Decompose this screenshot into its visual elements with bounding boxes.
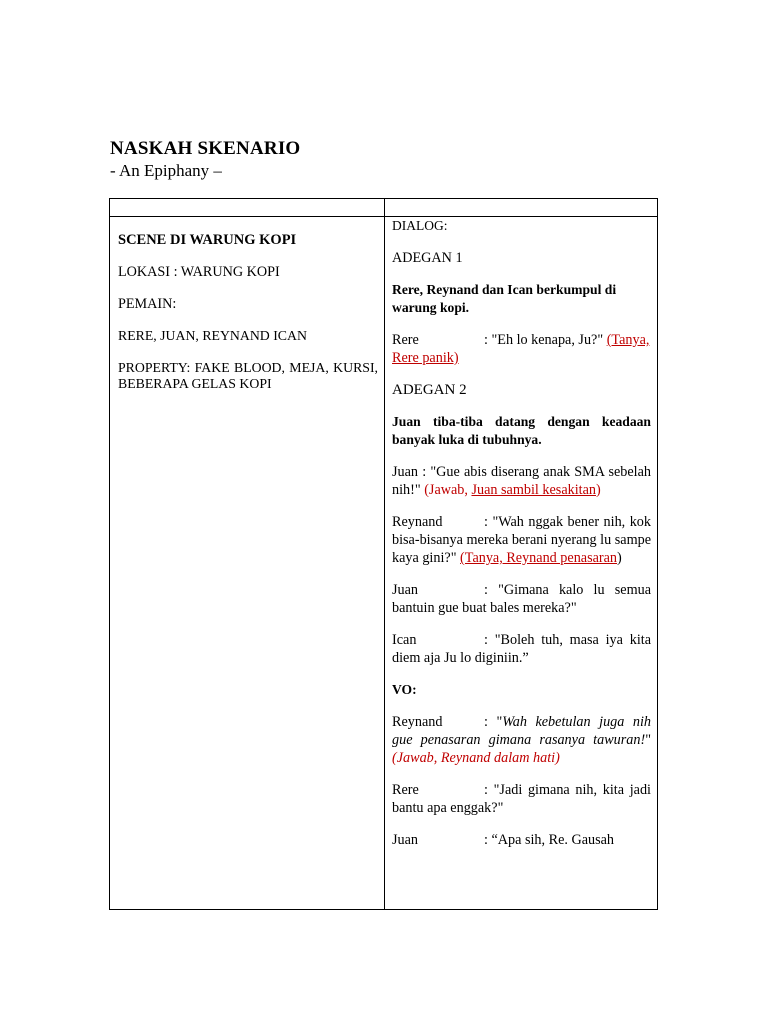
speaker-name: Juan: [392, 832, 419, 848]
dialog-line-rere-2: [392, 781, 651, 817]
dialog-line-ican-1: [392, 631, 651, 667]
speaker-name: Reynand: [392, 514, 443, 530]
location-text: LOKASI : WARUNG KOPI: [118, 264, 280, 280]
document-title: NASKAH SKENARIO: [110, 138, 301, 159]
dialog-text: Wah kebetulan juga nih gue penasaran gimana rasanya tawuran!: [392, 714, 651, 748]
scene-1-heading: ADEGAN 1: [392, 250, 463, 266]
dialog-label: DIALOG:: [392, 218, 448, 233]
scene-2-heading: ADEGAN 2: [392, 382, 467, 398]
script-table: [109, 198, 658, 910]
dialog-line-juan-2: [392, 581, 651, 617]
dialog-column: [392, 217, 651, 849]
dialog-text: : "Boleh tuh, masa iya kita diem aja Ju lo diginiin.”: [392, 632, 651, 666]
column-divider: [384, 199, 385, 909]
document-subtitle: - An Epiphany –: [110, 161, 222, 180]
speaker-name: Juan: [392, 582, 419, 598]
stage-direction-close: ): [596, 482, 601, 498]
dialog-line-reynand-1: [392, 513, 651, 567]
stage-direction-open: (Jawab,: [424, 482, 472, 498]
property-text: PROPERTY: FAKE BLOOD, MEJA, KURSI, BEBERAPA GELAS KOPI: [118, 360, 378, 391]
speaker-name: Reynand: [392, 714, 443, 730]
scene-2-description: Juan tiba-tiba datang dengan keadaan banyak luka di tubuhnya.: [392, 414, 651, 447]
dialog-text: : "Gimana kalo lu semua bantuin gue buat bales mereka?": [392, 582, 651, 616]
dialog-text: : "Eh lo kenapa, Ju?": [484, 332, 604, 348]
speaker-name: Ican: [392, 632, 417, 648]
stage-direction: (Tanya, Reynand penasaran: [460, 550, 618, 566]
dialog-line-reynand-vo: [392, 713, 651, 767]
stage-direction: (Tanya, Rere panik): [392, 332, 650, 366]
stage-direction: (Jawab, Reynand dalam hati): [392, 750, 560, 766]
stage-direction: Juan sambil kesakitan: [471, 482, 596, 498]
dialog-text: : "Wah nggak bener nih, kok bisa-bisanya mereka berani nyerang lu sampe kaya gini?": [392, 514, 651, 566]
scene-heading: SCENE DI WARUNG KOPI: [118, 232, 297, 248]
dialog-text: : “Apa sih, Re. Gausah: [484, 832, 615, 848]
speaker-name: Juan: [392, 464, 419, 480]
speaker-name: Rere: [392, 782, 419, 798]
stage-direction-close: ): [617, 550, 622, 566]
scene-info-column: [118, 232, 378, 408]
dialog-open: : ": [484, 714, 503, 730]
dialog-line-juan-1: [392, 463, 651, 499]
dialog-close: ": [645, 732, 651, 748]
cast-label: PEMAIN:: [118, 296, 177, 312]
dialog-line-juan-3: [392, 831, 651, 849]
dialog-line-rere-1: [392, 331, 651, 367]
cast-list: RERE, JUAN, REYNAND ICAN: [118, 328, 307, 343]
speaker-name: Rere: [392, 332, 419, 348]
dialog-text: : "Jadi gimana nih, kita jadi bantu apa enggak?": [392, 782, 651, 816]
voice-over-label: VO:: [392, 682, 417, 697]
dialog-text: : "Gue abis diserang anak SMA sebelah nih!": [392, 464, 651, 498]
scene-1-description: Rere, Reynand dan Ican berkumpul di warung kopi.: [392, 282, 617, 315]
